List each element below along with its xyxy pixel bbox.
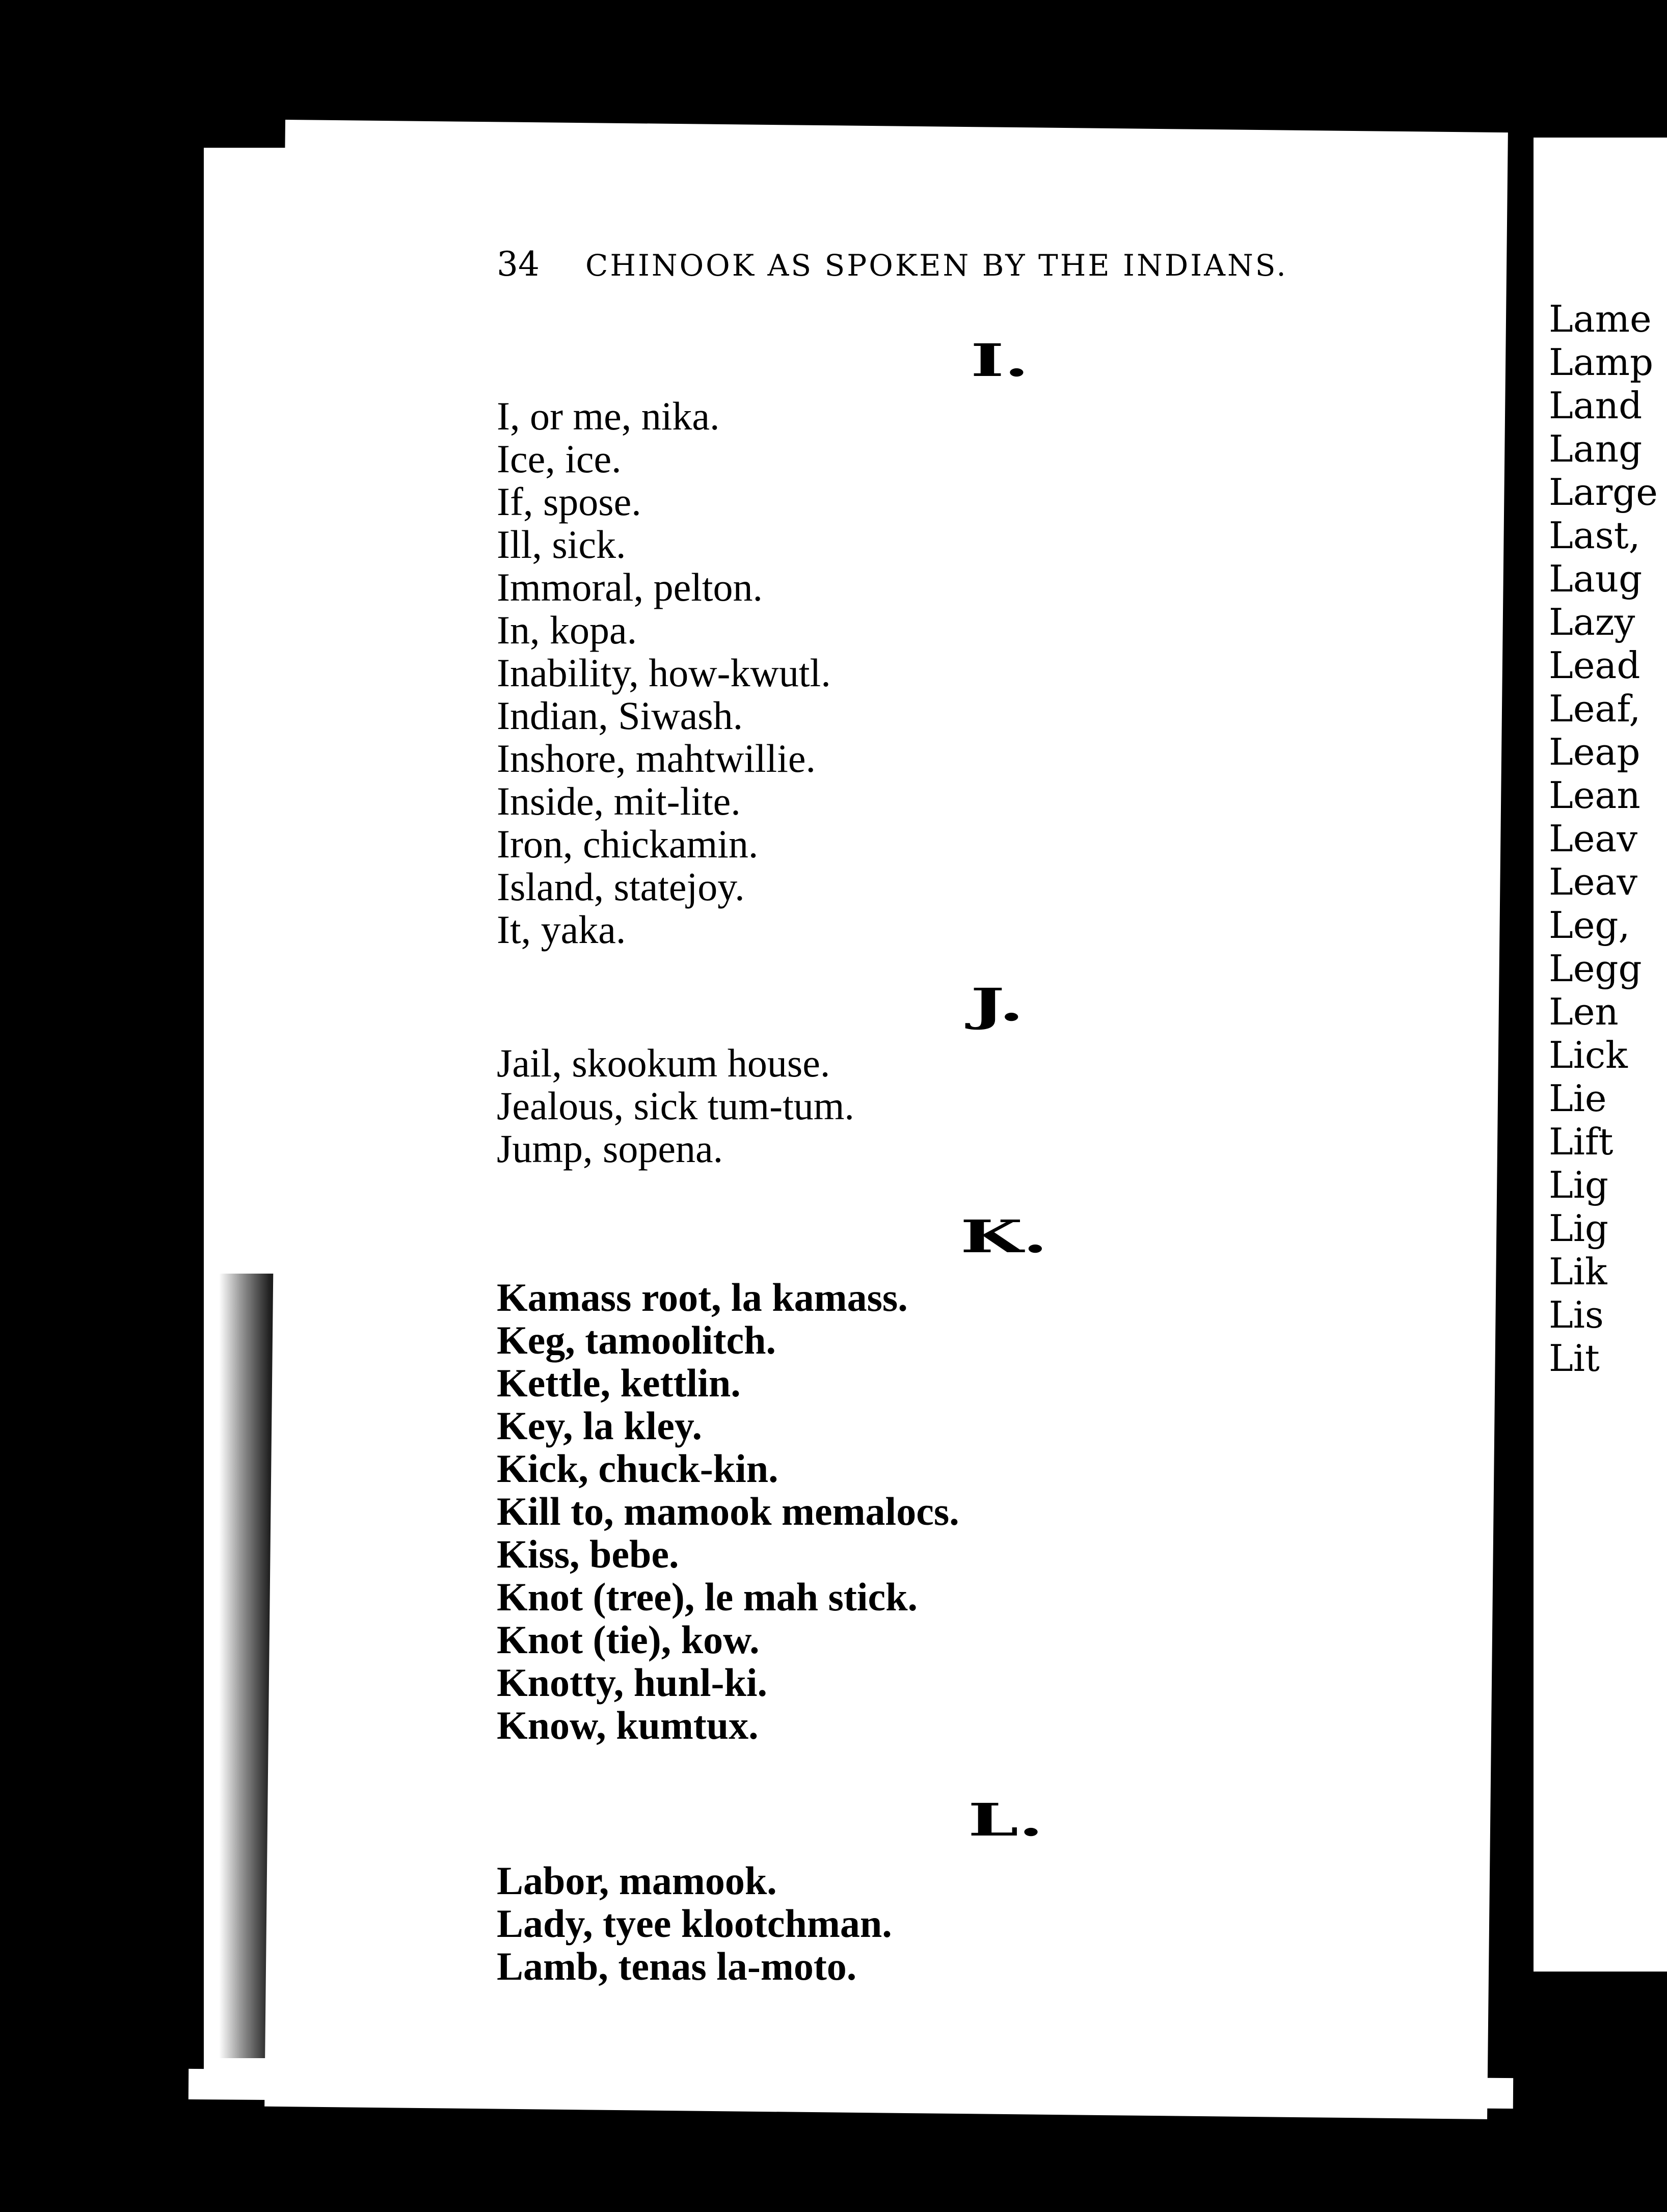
running-title: CHINOOK AS SPOKEN BY THE INDIANS. <box>585 248 1288 283</box>
facing-fragment: Large <box>1549 471 1658 514</box>
vocabulary-entry: Lamb, tenas la-moto. <box>497 1944 857 1988</box>
facing-fragment: Lead <box>1549 644 1641 687</box>
section-heading-j: J. <box>971 978 1024 1031</box>
entry-list-j <box>497 1042 854 1170</box>
vocabulary-entry: Knotty, hunl-ki. <box>497 1660 768 1705</box>
vocabulary-entry: I, or me, nika. <box>497 394 720 438</box>
vocabulary-entry: Kick, chuck-kin. <box>497 1446 778 1491</box>
vocabulary-entry: Island, statejoy. <box>497 865 745 909</box>
vocabulary-entry: Knot (tie), kow. <box>497 1617 760 1662</box>
entry-list-i <box>497 395 831 951</box>
facing-fragment: Lame <box>1549 298 1652 340</box>
vocabulary-entry: Ice, ice. <box>497 437 622 481</box>
vocabulary-entry: Key, la kley. <box>497 1404 703 1448</box>
vocabulary-entry: Kill to, mamook memalocs. <box>497 1489 959 1533</box>
vocabulary-entry: Iron, chickamin. <box>497 822 759 866</box>
section-heading-l: L. <box>968 1793 1044 1846</box>
facing-fragment: Lift <box>1549 1120 1614 1163</box>
vocabulary-entry: Inside, mit-lite. <box>497 779 741 823</box>
facing-fragment: Laug <box>1549 557 1643 600</box>
page-number: 34 <box>497 245 540 284</box>
facing-fragment: Leaf, <box>1549 687 1641 730</box>
facing-fragment: Last, <box>1549 514 1641 557</box>
facing-fragment: Lick <box>1549 1034 1628 1076</box>
running-header <box>497 245 1414 284</box>
vocabulary-entry: If, spose. <box>497 479 641 524</box>
facing-fragment: Leav <box>1549 860 1638 903</box>
vocabulary-entry: Jump, sopena. <box>497 1126 723 1171</box>
vocabulary-entry: Lady, tyee klootchman. <box>497 1901 892 1946</box>
facing-fragment: Len <box>1549 990 1619 1033</box>
vocabulary-entry: Jealous, sick tum-tum. <box>497 1084 854 1128</box>
facing-fragment: Lamp <box>1549 341 1654 384</box>
vocabulary-entry: In, kopa. <box>497 608 637 652</box>
facing-fragment: Lit <box>1549 1337 1600 1380</box>
book-page <box>264 120 1508 2119</box>
vocabulary-entry: Jail, skookum house. <box>497 1041 830 1085</box>
vocabulary-entry: Kettle, kettlin. <box>497 1361 741 1405</box>
vocabulary-entry: Labor, mamook. <box>497 1858 777 1903</box>
facing-fragment: Leap <box>1549 731 1641 773</box>
facing-fragment: Leav <box>1549 817 1638 860</box>
facing-fragment: Lean <box>1549 774 1641 817</box>
vocabulary-entry: It, yaka. <box>497 907 626 952</box>
vocabulary-entry: Know, kumtux. <box>497 1703 759 1747</box>
facing-fragment: Land <box>1549 384 1643 427</box>
facing-fragment: Lazy <box>1549 601 1635 643</box>
vocabulary-entry: Inshore, mahtwillie. <box>497 736 816 780</box>
facing-fragment: Lang <box>1549 427 1643 470</box>
vocabulary-entry: Immoral, pelton. <box>497 565 763 609</box>
vocabulary-entry: Knot (tree), le mah stick. <box>497 1575 918 1619</box>
vocabulary-entry: Ill, sick. <box>497 522 626 567</box>
vocabulary-entry: Kamass root, la kamass. <box>497 1275 908 1319</box>
facing-fragment: Lik <box>1549 1250 1607 1293</box>
entry-list-l <box>497 1859 892 1988</box>
vocabulary-entry: Keg, tamoolitch. <box>497 1318 776 1362</box>
facing-fragment: Lig <box>1549 1207 1608 1250</box>
facing-fragment: Legg <box>1549 947 1642 990</box>
facing-fragment: Leg, <box>1549 904 1630 947</box>
section-heading-k: K. <box>960 1210 1048 1263</box>
section-heading-i: I. <box>971 334 1029 387</box>
facing-page <box>1534 138 1667 1972</box>
facing-fragment: Lis <box>1549 1293 1604 1336</box>
entry-list-k <box>497 1276 959 1747</box>
vocabulary-entry: Indian, Siwash. <box>497 693 743 738</box>
facing-fragment: Lig <box>1549 1164 1608 1206</box>
facing-fragment: Lie <box>1549 1077 1607 1120</box>
vocabulary-entry: Inability, how-kwutl. <box>497 651 831 695</box>
vocabulary-entry: Kiss, bebe. <box>497 1532 679 1576</box>
